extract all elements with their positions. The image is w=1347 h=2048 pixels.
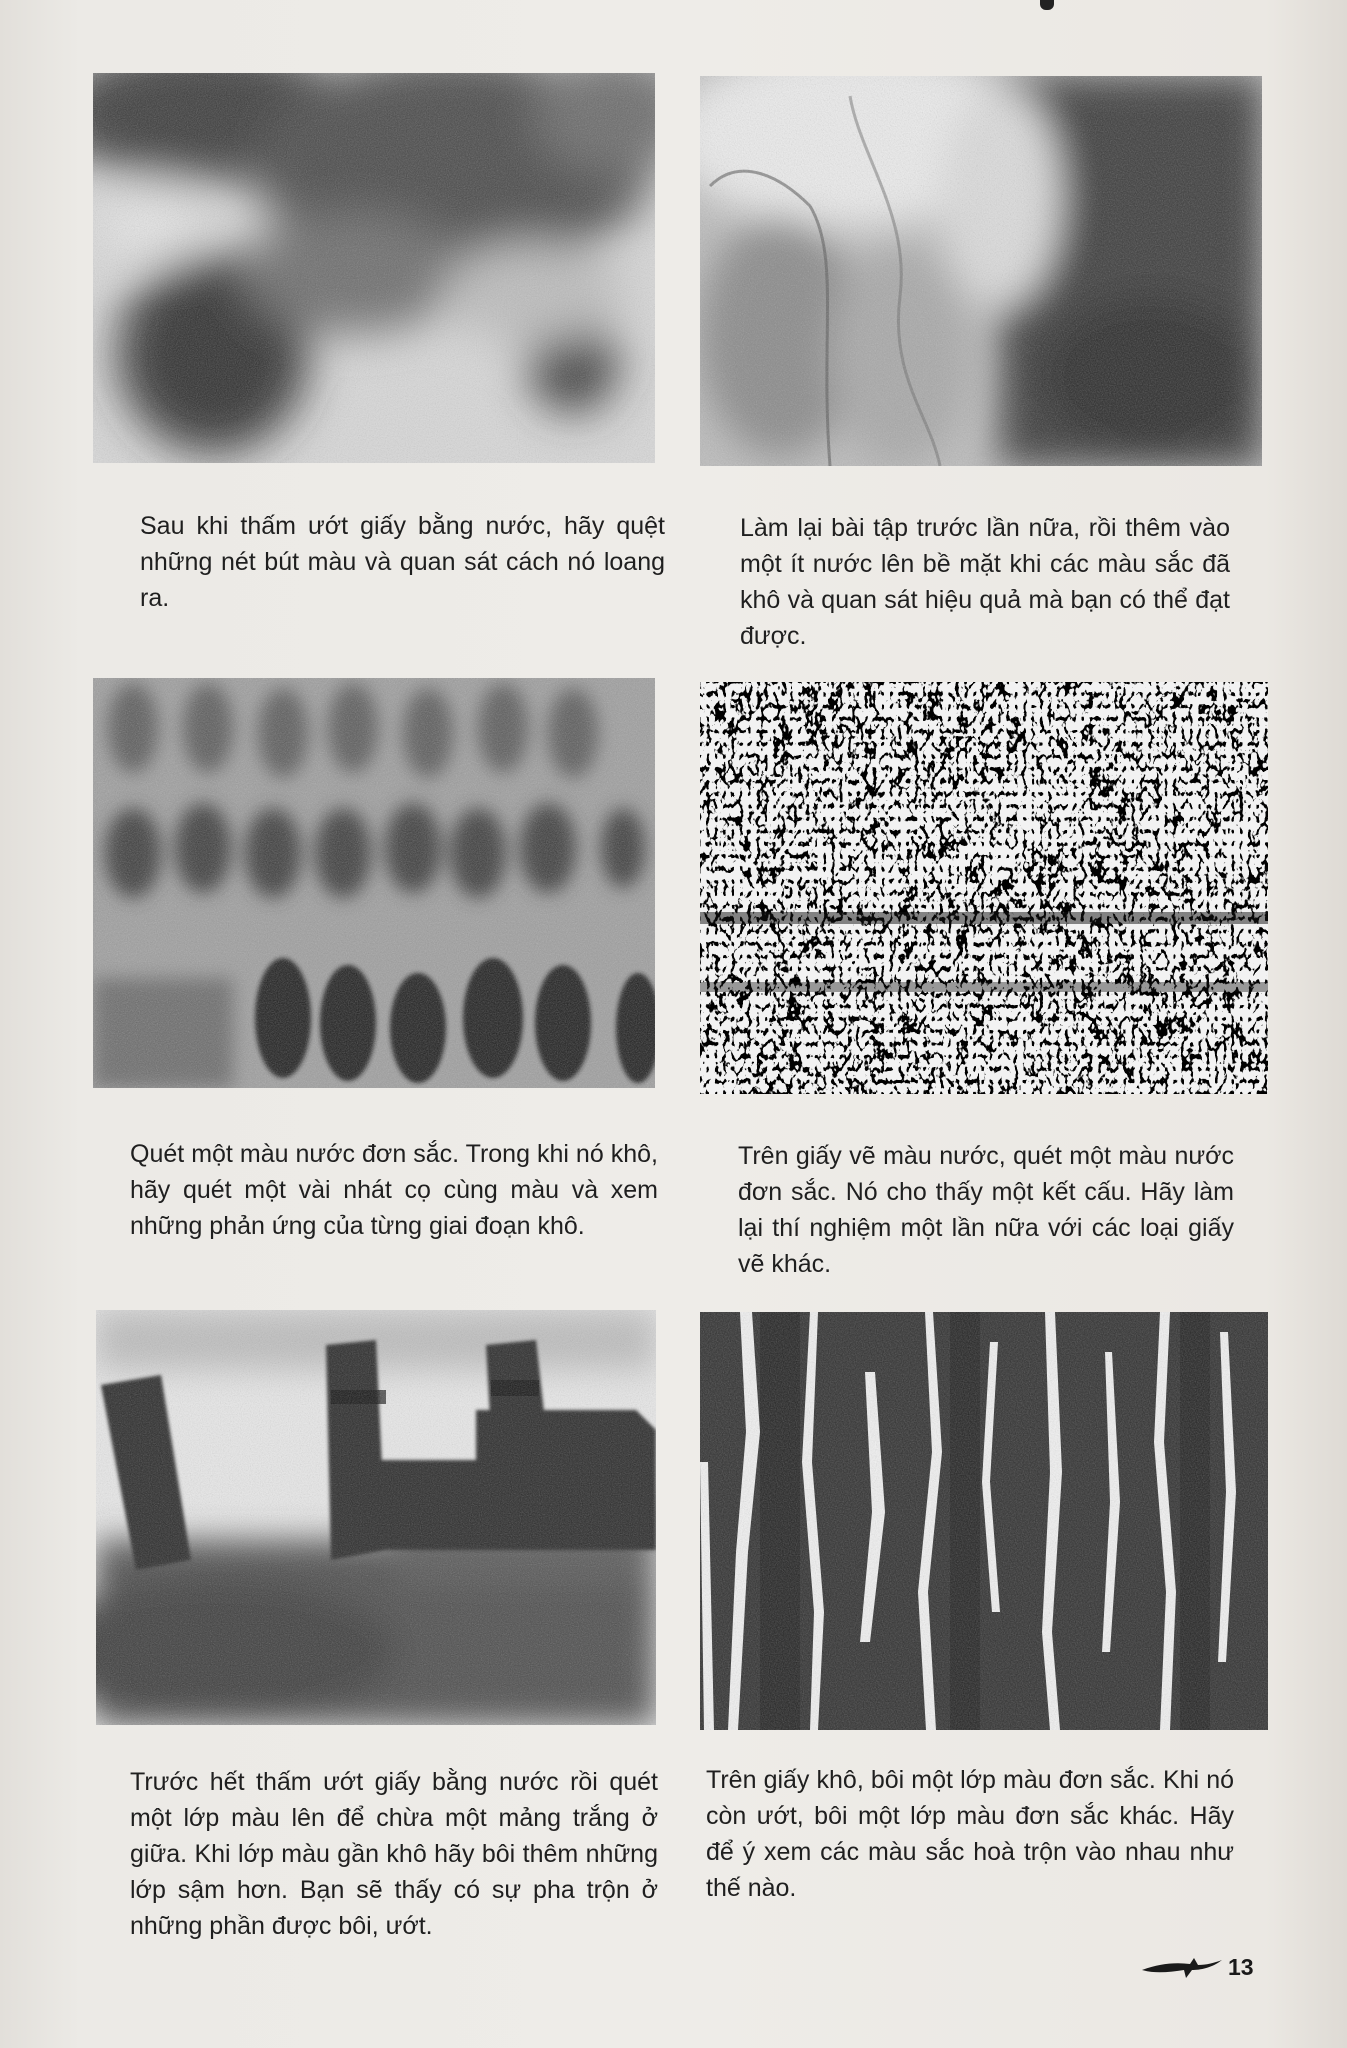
- caption-wet-blots: [140, 508, 665, 616]
- watercolor-sample-water-blooms: [700, 76, 1262, 466]
- caption-water-blooms: [740, 510, 1230, 654]
- caption-paper-texture: [738, 1138, 1234, 1282]
- watercolor-sample-reserved-white: [96, 1310, 656, 1725]
- caption-mixed-layers: [706, 1762, 1234, 1906]
- watercolor-sample-paper-texture: [700, 682, 1268, 1094]
- watercolor-sample-mixed-layers: [700, 1312, 1268, 1730]
- caption-text: Trên giấy khô, bôi một lớp màu đơn sắc. Khi nó còn ướt, bôi một lớp màu đơn sắc khác. Hãy để ý xem các màu sắc hoà trộn vào nhau như thế nào.: [706, 1766, 1234, 1902]
- page-number: 13: [1228, 1954, 1254, 1980]
- caption-text: Làm lại bài tập trước lần nữa, rồi thêm vào một ít nước lên bề mặt khi các màu sắc đã khô và quan sát hiệu quả mà bạn có thể đạt được.: [740, 514, 1230, 650]
- page-footer: [1140, 1948, 1270, 1988]
- brush-stroke-icon: [1140, 1954, 1224, 1980]
- top-ink-mark: [1040, 0, 1054, 10]
- caption-text: Sau khi thấm ướt giấy bằng nước, hãy quệt những nét bút màu và quan sát cách nó loang ra.: [140, 512, 665, 612]
- caption-reserved-white: [130, 1764, 658, 1944]
- caption-text: Trên giấy vẽ màu nước, quét một màu nước đơn sắc. Nó cho thấy một kết cấu. Hãy làm lại thí nghiệm một lần nữa với các loại giấy vẽ khác.: [738, 1142, 1234, 1278]
- caption-drying-stages: [130, 1136, 658, 1244]
- watercolor-sample-drying-stages: [93, 678, 655, 1088]
- caption-text: Quét một màu nước đơn sắc. Trong khi nó khô, hãy quét một vài nhát cọ cùng màu và xem những phản ứng của từng giai đoạn khô.: [130, 1140, 658, 1240]
- caption-text: Trước hết thấm ướt giấy bằng nước rồi quét một lớp màu lên để chừa một mảng trắng ở giữa. Khi lớp màu gần khô hãy bôi thêm những lớp sậm hơn. Bạn sẽ thấy có sự pha trộn ở những phần được bôi, ướt.: [130, 1768, 658, 1940]
- watercolor-sample-wet-blots: [93, 73, 655, 463]
